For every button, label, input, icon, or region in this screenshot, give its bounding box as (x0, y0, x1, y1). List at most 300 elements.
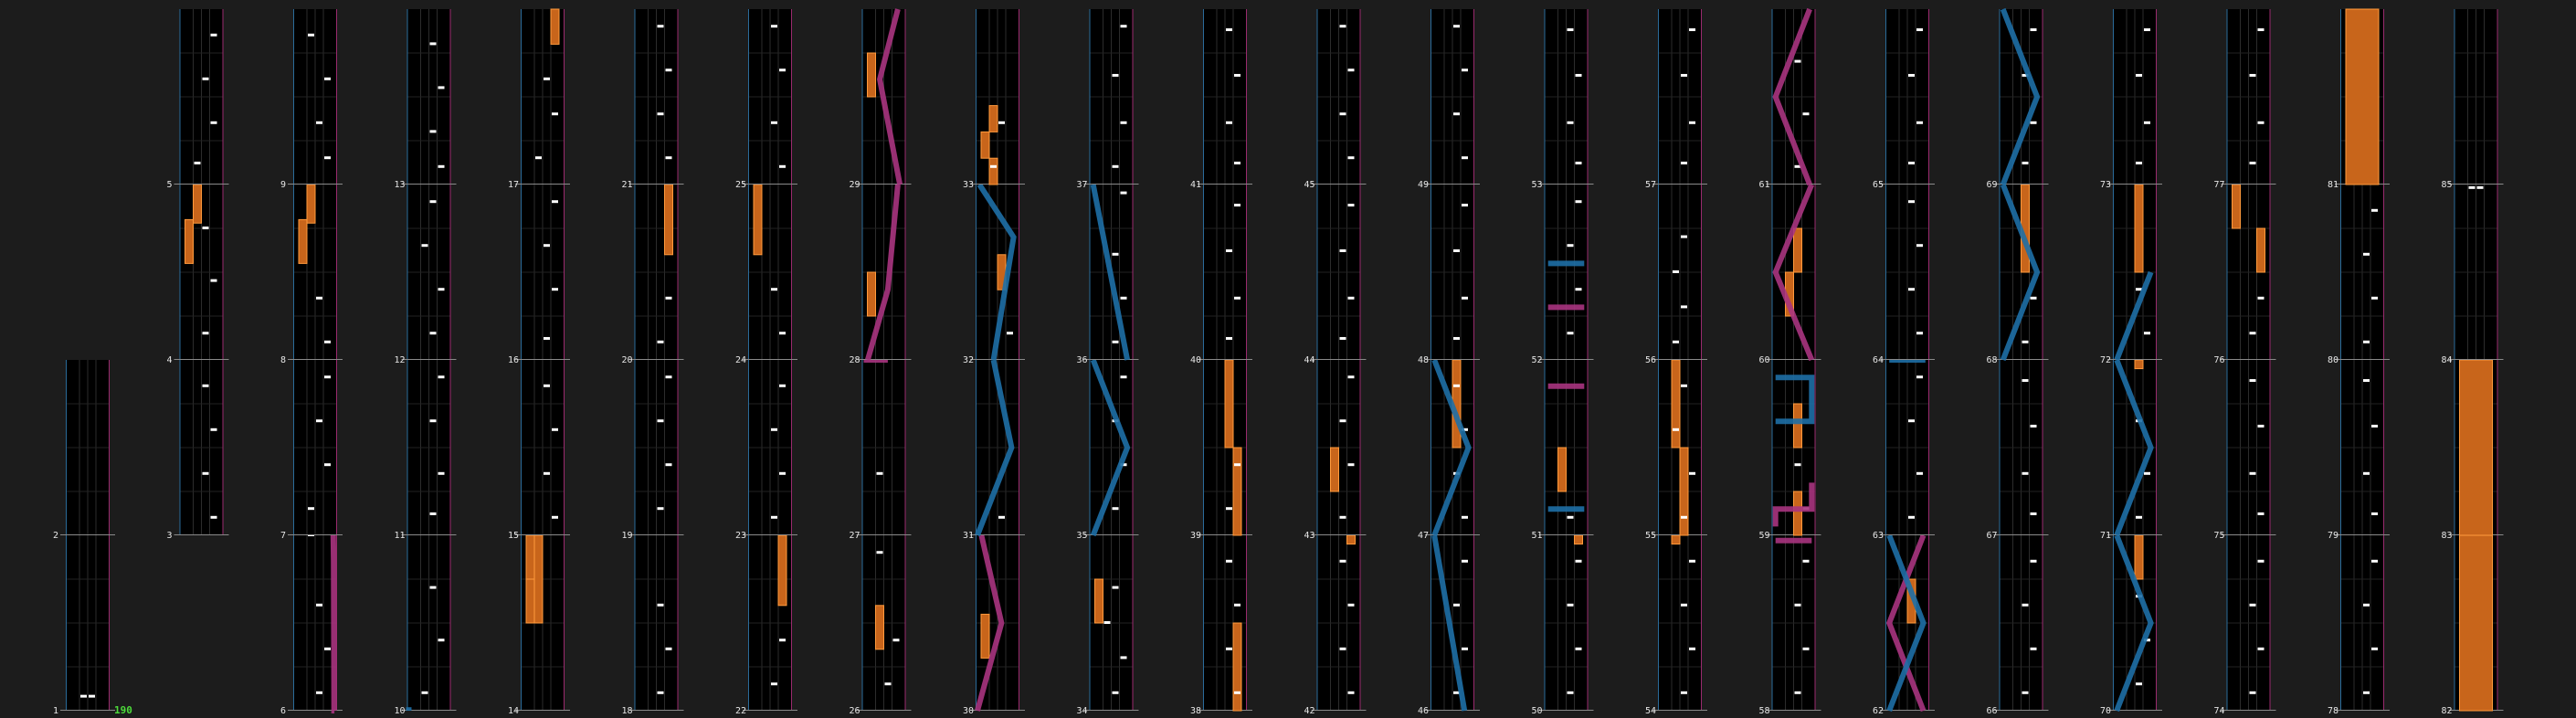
chip-note (316, 121, 322, 124)
measure-8[interactable] (280, 185, 343, 365)
chip-note (1681, 74, 1687, 77)
measure-number: 53 (1531, 180, 1543, 190)
chip-note (203, 472, 209, 475)
measure-85[interactable] (2442, 9, 2504, 190)
measure-27[interactable] (850, 360, 912, 541)
chip-note (430, 419, 437, 422)
chip-note (1916, 28, 1923, 31)
chip-note (2031, 425, 2037, 428)
measure-number: 50 (1531, 706, 1543, 716)
measure-76[interactable] (2214, 185, 2276, 365)
measure-24[interactable] (735, 185, 797, 365)
measure-13[interactable] (395, 9, 457, 190)
bpm-label: 190 (114, 704, 132, 716)
measure-number: 61 (1758, 180, 1770, 190)
measure-number: 72 (2100, 355, 2112, 365)
chip-note (1462, 297, 1468, 300)
measure-number: 33 (963, 180, 975, 190)
chip-note (422, 244, 428, 247)
chip-note (1576, 74, 1582, 77)
chip-note (308, 34, 314, 37)
chip-note (535, 156, 542, 159)
measure-number: 16 (508, 355, 520, 365)
measure-73[interactable] (2100, 9, 2162, 190)
measure-number: 15 (508, 531, 520, 541)
measure-78[interactable] (2328, 535, 2390, 716)
chip-note (2258, 560, 2265, 563)
hold-note (868, 53, 876, 97)
chip-note (779, 385, 786, 387)
hold-note (2460, 535, 2493, 711)
measure-number: 39 (1190, 531, 1202, 541)
chip-note (1908, 162, 1915, 164)
chip-note (80, 695, 87, 698)
chip-note (2477, 186, 2484, 189)
chip-note (2022, 379, 2029, 382)
chip-note (2250, 472, 2256, 475)
measure-43[interactable] (1304, 360, 1367, 541)
chip-note (2363, 692, 2370, 694)
chip-note (1340, 648, 1346, 650)
hold-note (989, 106, 998, 132)
chip-note (1226, 337, 1232, 340)
chip-note (1348, 463, 1355, 466)
measure-33[interactable] (963, 9, 1025, 190)
chip-note (316, 604, 322, 607)
chip-note (316, 692, 322, 694)
hold-note (989, 158, 998, 185)
chip-note (1348, 692, 1355, 694)
measure-71[interactable] (2100, 360, 2162, 541)
measure-30[interactable] (963, 535, 1025, 716)
hold-note (1233, 448, 1241, 535)
measure-number: 62 (1873, 706, 1884, 716)
measure-48[interactable] (1418, 185, 1480, 365)
measure-53[interactable] (1532, 9, 1594, 190)
chip-note (666, 69, 672, 71)
measure-number: 56 (1645, 355, 1657, 365)
measure-84[interactable] (2442, 185, 2504, 365)
chip-note (1462, 560, 1468, 563)
measure-number: 36 (1076, 355, 1088, 365)
measure-83[interactable] (2442, 360, 2504, 541)
chip-note (1908, 74, 1915, 77)
measure-12[interactable] (395, 185, 457, 365)
chip-note (2258, 425, 2265, 428)
measure-46[interactable] (1418, 535, 1480, 716)
chip-note (1234, 204, 1240, 206)
chip-note (1348, 297, 1355, 300)
chip-note (1576, 162, 1582, 164)
measure-number: 49 (1418, 180, 1430, 190)
measure-18[interactable] (622, 535, 684, 716)
chip-note (893, 639, 900, 641)
measure-17[interactable] (508, 9, 570, 190)
chip-note (1568, 332, 1574, 334)
chip-note (658, 112, 664, 115)
chip-note (1121, 121, 1127, 124)
measure-36[interactable] (1077, 185, 1139, 365)
measure-number: 43 (1304, 531, 1315, 541)
chip-note (2371, 209, 2378, 212)
measure-38[interactable] (1190, 535, 1252, 716)
measure-35[interactable] (1077, 360, 1139, 541)
chip-note (1113, 74, 1119, 77)
chip-note (1113, 165, 1119, 168)
measure-74[interactable] (2214, 535, 2276, 716)
measure-number: 64 (1873, 355, 1884, 365)
measure-number: 38 (1190, 706, 1202, 716)
measure-45[interactable] (1304, 9, 1367, 190)
chip-note (1916, 244, 1923, 247)
hold-note (2257, 228, 2265, 272)
measure-number: 71 (2100, 531, 2112, 541)
laser-right (333, 535, 334, 711)
measure-number: 51 (1531, 531, 1543, 541)
measure-number: 20 (621, 355, 633, 365)
measure-3[interactable] (167, 360, 229, 541)
measure-42[interactable] (1304, 535, 1367, 716)
measure-75[interactable] (2214, 360, 2276, 541)
chip-note (430, 586, 437, 589)
measure-number: 82 (2441, 706, 2453, 716)
measure-20[interactable] (622, 185, 684, 365)
measure-4[interactable] (167, 185, 229, 365)
chip-note (1681, 692, 1687, 694)
measure-6[interactable] (280, 533, 343, 716)
measure-28[interactable] (850, 185, 912, 365)
hold-note (1672, 360, 1680, 448)
measure-21[interactable] (622, 9, 684, 190)
chip-note (1453, 112, 1460, 115)
hold-note (2460, 360, 2493, 535)
measure-80[interactable] (2328, 185, 2390, 365)
chip-note (1673, 428, 1679, 431)
chip-note (544, 385, 550, 387)
chip-note (211, 34, 217, 37)
measure-number: 75 (2213, 531, 2225, 541)
chip-note (2250, 74, 2256, 77)
hold-note (1233, 623, 1241, 711)
measure-29[interactable] (850, 9, 912, 190)
chip-note (438, 639, 445, 641)
hold-note (2135, 360, 2143, 369)
chip-note (552, 288, 558, 290)
measure-58[interactable] (1759, 535, 1821, 716)
measure-number: 45 (1304, 180, 1315, 190)
chip-note (2031, 121, 2037, 124)
measure-2[interactable] (53, 360, 115, 541)
measure-1[interactable] (53, 535, 115, 716)
measure-number: 4 (166, 355, 173, 365)
measure-number: 28 (849, 355, 860, 365)
measure-16[interactable] (508, 185, 570, 365)
measure-11[interactable] (395, 360, 457, 541)
measure-64[interactable] (1873, 185, 1935, 365)
chip-note (1234, 463, 1240, 466)
measure-59[interactable] (1759, 360, 1821, 541)
measure-number: 52 (1531, 355, 1543, 365)
measure-40[interactable] (1190, 185, 1252, 365)
chip-note (1462, 648, 1468, 650)
measure-14[interactable] (508, 535, 570, 716)
chip-note (324, 375, 331, 378)
chip-note (2371, 648, 2378, 650)
chip-note (1226, 560, 1232, 563)
measure-66[interactable] (1987, 535, 2049, 716)
chip-note (2031, 512, 2037, 515)
chip-note (779, 639, 786, 641)
chip-note (666, 297, 672, 300)
chip-note (430, 200, 437, 203)
chip-note (1576, 288, 1582, 290)
measure-60[interactable] (1759, 185, 1821, 365)
chip-note (2144, 28, 2150, 31)
measure-44[interactable] (1304, 185, 1367, 365)
measure-34[interactable] (1077, 535, 1139, 716)
measure-63[interactable] (1873, 360, 1935, 541)
chip-note (1113, 586, 1119, 589)
chip-note (2363, 472, 2370, 475)
chip-note (666, 648, 672, 650)
chip-note (89, 695, 95, 698)
measure-47[interactable] (1418, 360, 1480, 541)
measure-number: 18 (621, 706, 633, 716)
chip-note (1681, 516, 1687, 519)
chip-note (771, 121, 777, 124)
measure-50[interactable] (1532, 535, 1594, 716)
chip-note (211, 280, 217, 282)
hold-note (2346, 9, 2379, 185)
chip-note (990, 165, 997, 168)
chip-note (438, 472, 445, 475)
chip-note (2031, 28, 2037, 31)
measure-72[interactable] (2100, 185, 2162, 365)
measure-9[interactable] (280, 9, 343, 190)
measure-55[interactable] (1645, 360, 1707, 541)
measure-77[interactable] (2214, 9, 2276, 190)
chip-note (1348, 604, 1355, 607)
chip-note (1673, 341, 1679, 343)
measure-65[interactable] (1873, 9, 1935, 190)
chip-note (2031, 648, 2037, 650)
measure-number: 76 (2213, 355, 2225, 365)
hold-note (1794, 228, 1802, 272)
chip-note (1340, 337, 1346, 340)
chip-note (1113, 253, 1119, 256)
chip-note (544, 78, 550, 80)
measure-39[interactable] (1190, 360, 1252, 541)
chip-note (324, 156, 331, 159)
chip-note (771, 288, 777, 290)
measure-56[interactable] (1645, 185, 1707, 365)
measure-68[interactable] (1987, 185, 2049, 365)
measure-number: 47 (1418, 531, 1430, 541)
chip-note (1453, 25, 1460, 27)
chip-note (1462, 204, 1468, 206)
chip-note (658, 419, 664, 422)
hold-note (526, 535, 534, 579)
hold-note (778, 535, 787, 606)
measure-number: 30 (963, 706, 975, 716)
chip-note (771, 25, 777, 27)
measure-23[interactable] (735, 360, 797, 541)
measure-number: 74 (2213, 706, 2225, 716)
measure-31[interactable] (963, 360, 1025, 541)
chip-note (2144, 332, 2150, 334)
measure-10[interactable] (395, 535, 457, 716)
chip-note (1576, 200, 1582, 203)
measure-25[interactable] (735, 9, 797, 190)
chip-note (316, 297, 322, 300)
measure-82[interactable] (2442, 535, 2504, 716)
chip-note (1462, 516, 1468, 519)
chip-note (658, 507, 664, 510)
measure-number: 13 (394, 180, 406, 190)
chip-note (2031, 560, 2037, 563)
measure-number: 19 (621, 531, 633, 541)
measure-54[interactable] (1645, 535, 1707, 716)
measure-number: 11 (394, 531, 406, 541)
measure-70[interactable] (2100, 535, 2162, 716)
chip-note (1576, 648, 1582, 650)
chip-note (771, 516, 777, 519)
measure-57[interactable] (1645, 9, 1707, 190)
chip-note (885, 682, 892, 685)
measure-5[interactable] (167, 9, 229, 190)
chip-note (1453, 337, 1460, 340)
chip-note (203, 385, 209, 387)
chip-note (1673, 270, 1679, 273)
measure-number: 25 (735, 180, 747, 190)
measure-67[interactable] (1987, 360, 2049, 541)
chip-note (779, 165, 786, 168)
chip-note (1568, 28, 1574, 31)
measure-number: 22 (735, 706, 747, 716)
chip-note (1226, 121, 1232, 124)
hold-note (1558, 448, 1567, 491)
measure-number: 41 (1190, 180, 1202, 190)
chip-note (2022, 692, 2029, 694)
chip-note (666, 156, 672, 159)
measure-15[interactable] (508, 360, 570, 541)
chip-note (544, 337, 550, 340)
chip-note (2371, 512, 2378, 515)
measure-number: 84 (2441, 355, 2453, 365)
chip-note (2022, 472, 2029, 475)
chip-note (2136, 682, 2142, 685)
hold-note (981, 614, 989, 658)
measure-number: 35 (1076, 531, 1088, 541)
chip-note (430, 130, 437, 132)
chip-note (211, 121, 217, 124)
measure-number: 3 (166, 531, 173, 541)
chip-note (1226, 648, 1232, 650)
measure-number: 78 (2328, 706, 2339, 716)
measure-number: 83 (2441, 531, 2453, 541)
measure-number: 85 (2441, 180, 2453, 190)
chip-note (1576, 560, 1582, 563)
measure-41[interactable] (1190, 9, 1252, 190)
chip-note (1795, 463, 1801, 466)
chip-note (1226, 28, 1232, 31)
chip-note (1908, 419, 1915, 422)
chip-note (2022, 604, 2029, 607)
chip-note (779, 472, 786, 475)
measure-61[interactable] (1759, 9, 1821, 190)
chip-note (2031, 297, 2037, 300)
measure-number: 48 (1418, 355, 1430, 365)
measure-81[interactable] (2328, 9, 2390, 190)
chip-note (211, 428, 217, 431)
chip-note (998, 516, 1005, 519)
measure-number: 80 (2328, 355, 2339, 365)
chip-note (438, 375, 445, 378)
measure-69[interactable] (1987, 9, 2049, 190)
measure-52[interactable] (1532, 185, 1594, 365)
measure-number: 2 (53, 531, 59, 541)
hold-note (299, 219, 307, 263)
measure-19[interactable] (622, 360, 684, 541)
chip-note (771, 428, 777, 431)
measure-7[interactable] (280, 360, 343, 541)
chip-note (438, 86, 445, 89)
hold-note (1794, 404, 1802, 448)
chip-note (2258, 297, 2265, 300)
measure-62[interactable] (1873, 535, 1935, 716)
chip-note (1689, 28, 1695, 31)
measure-26[interactable] (850, 535, 912, 716)
chip-note (1681, 236, 1687, 238)
chip-note (2363, 341, 2370, 343)
chip-note (1348, 204, 1355, 206)
measure-22[interactable] (735, 535, 797, 716)
chip-note (544, 472, 550, 475)
chip-note (324, 463, 331, 466)
hold-note (1575, 535, 1583, 544)
chip-note (2371, 560, 2378, 563)
measure-number: 70 (2100, 706, 2112, 716)
measure-51[interactable] (1532, 360, 1594, 541)
chip-note (552, 200, 558, 203)
chip-note (2363, 379, 2370, 382)
hold-note (665, 185, 673, 255)
measure-32[interactable] (963, 185, 1025, 365)
measure-number: 29 (849, 180, 860, 190)
chip-note (1113, 507, 1119, 510)
chip-note (2250, 379, 2256, 382)
chip-note (1348, 156, 1355, 159)
chip-note (1348, 69, 1355, 71)
measure-number: 57 (1645, 180, 1657, 190)
measure-number: 1 (53, 706, 59, 716)
measure-number: 55 (1645, 531, 1657, 541)
measure-number: 27 (849, 531, 860, 541)
chip-note (1340, 419, 1346, 422)
hold-note (194, 185, 202, 223)
measure-number: 40 (1190, 355, 1202, 365)
measure-37[interactable] (1077, 9, 1139, 190)
measure-number: 58 (1758, 706, 1770, 716)
chip-note (203, 332, 209, 334)
chip-note (1121, 192, 1127, 195)
measure-79[interactable] (2328, 360, 2390, 541)
chip-note (430, 512, 437, 515)
chip-note (2022, 162, 2029, 164)
chip-note (2371, 297, 2378, 300)
measure-number: 34 (1076, 706, 1088, 716)
measure-49[interactable] (1418, 9, 1480, 190)
